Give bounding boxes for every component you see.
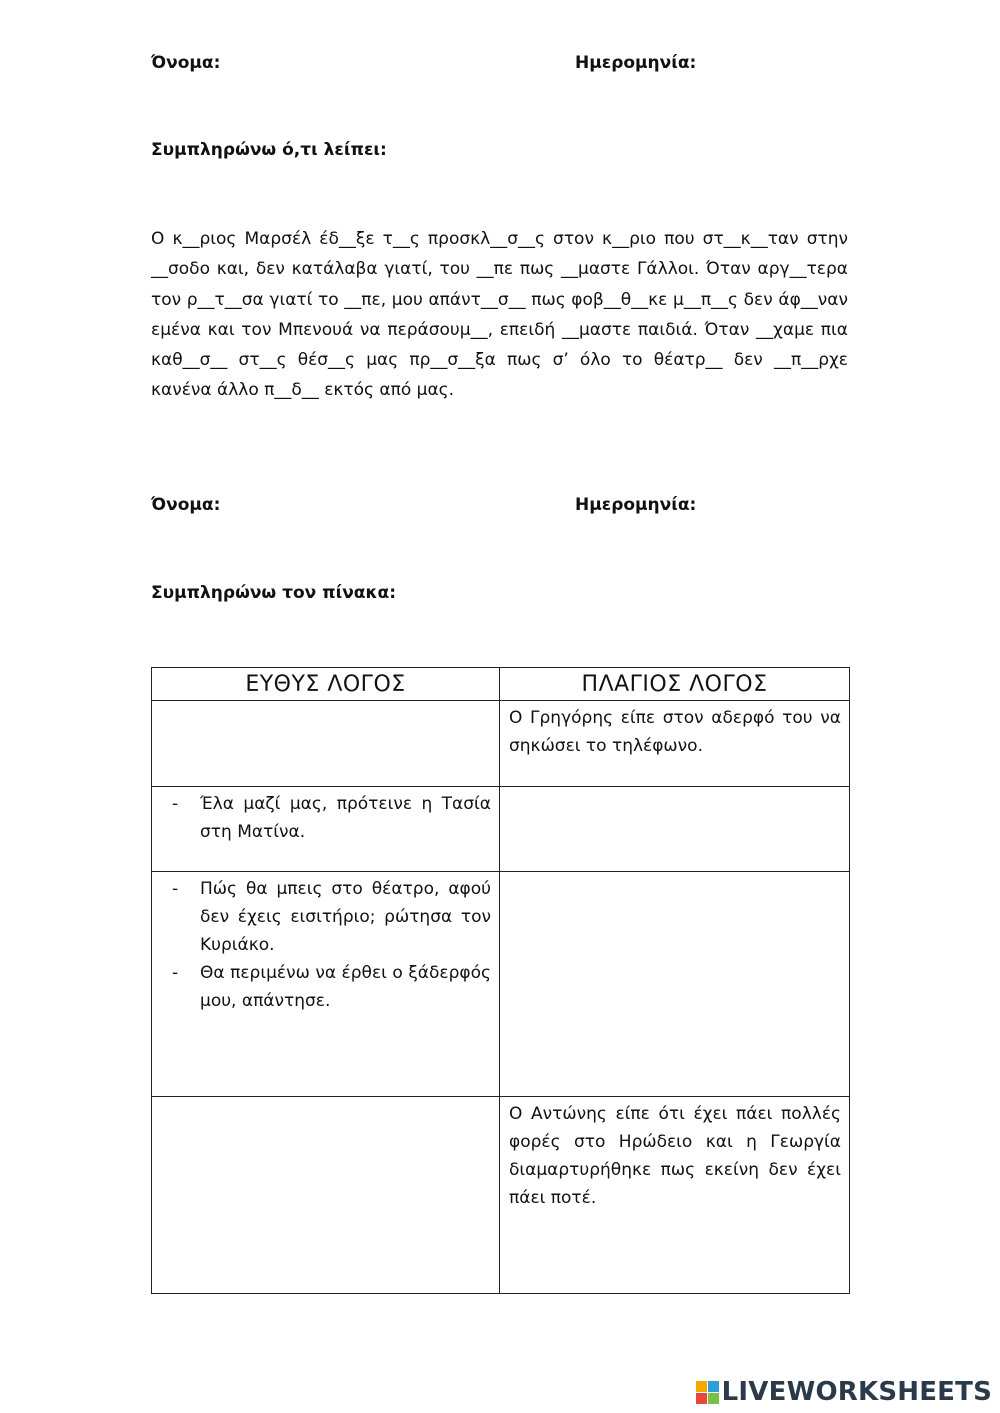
dash-bullet: - xyxy=(172,794,179,814)
fill-missing-instruction: Συμπληρώνω ό,τι λείπει: xyxy=(151,140,387,160)
direct-speech-cell xyxy=(152,872,500,1097)
name-label: Όνομα: xyxy=(151,53,221,73)
date-label-2: Ημερομηνία: xyxy=(575,495,697,515)
table-row xyxy=(152,1097,850,1294)
table-row xyxy=(152,787,850,872)
direct-speech-cell[interactable] xyxy=(152,1097,500,1294)
header-indirect-speech: ΠΛΑΓΙΟΣ ΛΟΓΟΣ xyxy=(500,668,850,701)
indirect-speech-cell[interactable] xyxy=(500,872,850,1097)
liveworksheets-logo-text: LIVEWORKSHEETS xyxy=(721,1377,992,1407)
table-row xyxy=(152,701,850,787)
fill-table-instruction: Συμπληρώνω τον πίνακα: xyxy=(151,583,397,603)
table-header-row xyxy=(152,668,850,701)
direct-speech-cell[interactable] xyxy=(152,701,500,787)
indirect-speech-text: Ο Αντώνης είπε ότι έχει πάει πολλές φορές στο Ηρώδειο και η Γεωργία διαμαρτυρήθηκε πως εκείνη δεν έχει πάει ποτέ. xyxy=(509,1104,841,1208)
indirect-speech-cell[interactable] xyxy=(500,787,850,872)
header-direct-speech: ΕΥΘΥΣ ΛΟΓΟΣ xyxy=(152,668,500,701)
speech-table xyxy=(151,667,850,1294)
indirect-speech-text: Ο Γρηγόρης είπε στον αδερφό του να σηκώσει το τηλέφωνο. xyxy=(509,708,841,756)
direct-speech-line: - Θα περιμένω να έρθει ο ξάδερφός μου, απάντησε. xyxy=(152,959,491,1015)
indirect-speech-cell xyxy=(500,701,850,787)
direct-speech-cell xyxy=(152,787,500,872)
liveworksheets-logo xyxy=(696,1377,992,1407)
indirect-speech-cell xyxy=(500,1097,850,1294)
direct-speech-line: - Έλα μαζί μας, πρότεινε η Τασία στη Ματίνα. xyxy=(152,790,491,846)
dash-bullet: - xyxy=(172,963,179,983)
direct-speech-line: - Πώς θα μπεις στο θέατρο, αφού δεν έχεις εισιτήριο; ρώτησα τον Κυριάκο. xyxy=(152,875,491,959)
date-label: Ημερομηνία: xyxy=(575,53,697,73)
table-row xyxy=(152,872,850,1097)
fill-in-paragraph: Ο κ__ριος Μαρσέλ έδ__ξε τ__ς προσκλ__σ__ς στον κ__ριο που στ__κ__ταν στην __σοδο και, δεν κατάλαβα γιατί, του __πε πως __μαστε Γάλλοι. Όταν αργ__τερα τον ρ__τ__σα γιατί το __πε, μου απάντ__σ__ πως φοβ__θ__κε μ__π__ς δεν άφ__ναν εμένα και τον Μπενουά να περάσουμ__, επειδή __μαστε παιδιά. Όταν __χαμε πια καθ__σ__ στ__ς θέσ__ς μας πρ__σ__ξα πως σ’ όλο το θέατρ__ δεν __π__ρχε κανένα άλλο π__δ__ εκτός από μας. xyxy=(151,229,848,401)
liveworksheets-logo-icon xyxy=(696,1381,719,1404)
name-label-2: Όνομα: xyxy=(151,495,221,515)
dash-bullet: - xyxy=(172,879,179,899)
